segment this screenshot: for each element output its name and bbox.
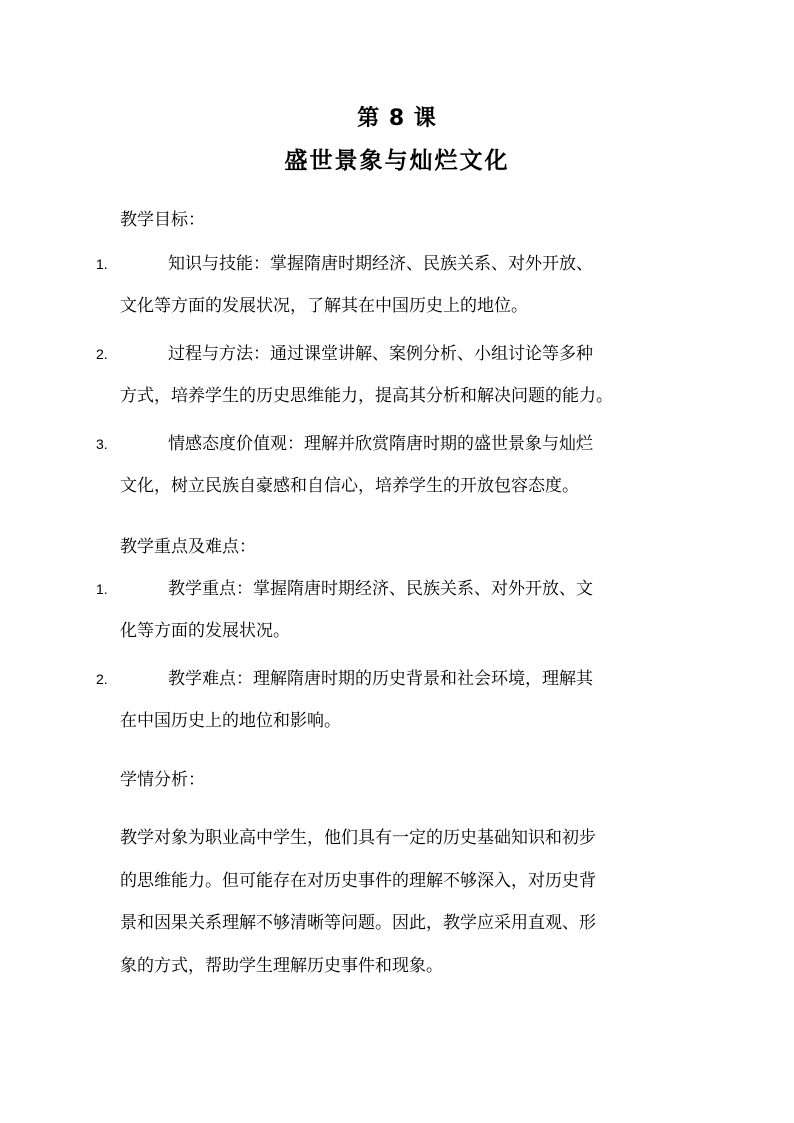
list-number: 2. (96, 671, 108, 687)
key-points-heading: 教学重点及难点： (120, 537, 256, 557)
objective-line: 文化等方面的发展状况，了解其在中国历史上的地位。 (120, 296, 528, 316)
key-point-item-2 (0, 657, 794, 737)
objective-line: 情感态度价值观：理解并欣赏隋唐时期的盛世景象与灿烂 (168, 434, 593, 454)
objective-item-1 (0, 242, 794, 322)
lesson-number: 第 8 课 (357, 106, 437, 131)
objective-line: 方式，培养学生的历史思维能力，提高其分析和解决问题的能力。 (120, 386, 613, 406)
key-point-line: 教学难点：理解隋唐时期的历史背景和社会环境，理解其 (168, 669, 593, 689)
key-point-item-1 (0, 567, 794, 647)
list-number: 3. (96, 436, 108, 452)
list-number: 1. (96, 581, 108, 597)
key-point-line: 教学重点：掌握隋唐时期经济、民族关系、对外开放、文 (168, 579, 593, 599)
analysis-heading: 学情分析： (120, 770, 205, 790)
analysis-line: 的思维能力。但可能存在对历史事件的理解不够深入，对历史背 (120, 871, 596, 891)
objective-line: 知识与技能：掌握隋唐时期经济、民族关系、对外开放、 (168, 254, 593, 274)
objective-line: 过程与方法：通过课堂讲解、案例分析、小组讨论等多种 (168, 344, 593, 364)
key-point-line: 化等方面的发展状况。 (120, 621, 290, 641)
key-point-line: 在中国历史上的地位和影响。 (120, 711, 341, 731)
objective-item-2 (0, 332, 794, 412)
list-number: 1. (96, 256, 108, 272)
list-number: 2. (96, 346, 108, 362)
lesson-title: 盛世景象与灿烂文化 (284, 148, 510, 174)
objectives-heading: 教学目标： (120, 210, 205, 230)
objective-item-3 (0, 422, 794, 502)
objective-line: 文化，树立民族自豪感和自信心，培养学生的开放包容态度。 (120, 476, 579, 496)
analysis-line: 景和因果关系理解不够清晰等问题。因此，教学应采用直观、形 (120, 913, 596, 933)
analysis-line: 象的方式，帮助学生理解历史事件和现象。 (120, 956, 443, 976)
analysis-line: 教学对象为职业高中学生，他们具有一定的历史基础知识和初步 (120, 828, 596, 848)
